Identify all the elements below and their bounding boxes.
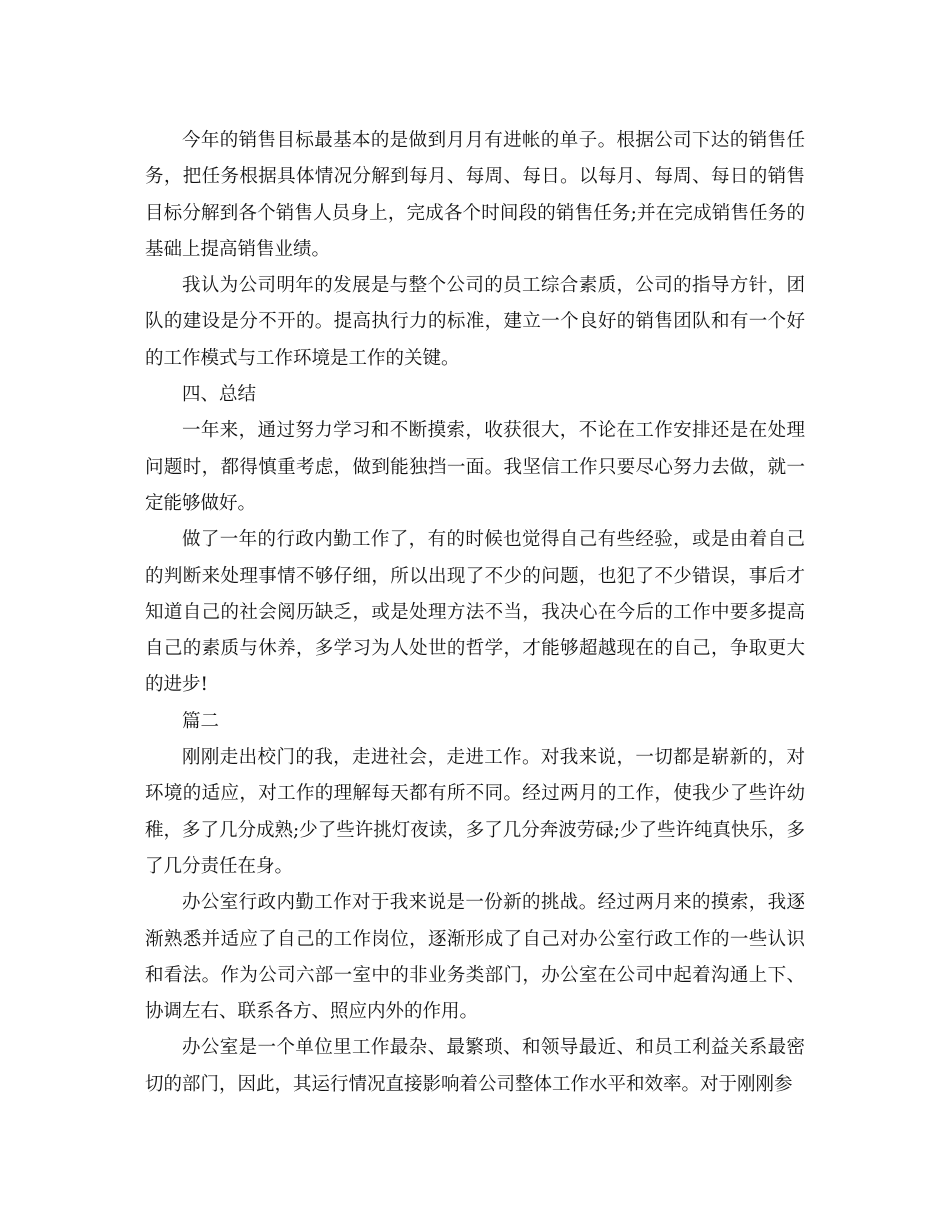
paragraph-sales-target: 今年的销售目标最基本的是做到月月有进帐的单子。根据公司下达的销售任务，把任务根据具体情况分解到每月、每周、每日。以每月、每周、每日的销售目标分解到各个销售人员身上，完成各个时间段的销售任务;并在完成销售任务的基础上提高销售业绩。 — [145, 130, 805, 260]
paragraph-self-reflection: 做了一年的行政内勤工作了，有的时候也觉得自己有些经验，或是由着自己的判断来处理事情不够仔细，所以出现了不少的问题，也犯了不少错误，事后才知道自己的社会阅历缺乏，或是处理方法不当，我决心在今后的工作中要多提高自己的素质与休养，多学习为人处世的哲学，才能够超越现在的自己，争取更大的进步! — [145, 529, 805, 696]
paragraph-year-review: 一年来，通过努力学习和不断摸索，收获很大，不论在工作安排还是在处理问题时，都得慎重考虑，做到能独挡一面。我坚信工作只要尽心努力去做，就一定能够做好。 — [145, 420, 805, 514]
paragraph-company-development: 我认为公司明年的发展是与整个公司的员工综合素质，公司的指导方针，团队的建设是分不开的。提高执行力的标准，建立一个良好的销售团队和有一个好的工作模式与工作环境是工作的关键。 — [145, 275, 805, 369]
paragraph-new-graduate: 刚刚走出校门的我，走进社会，走进工作。对我来说，一切都是崭新的，对环境的适应，对工作的理解每天都有所不同。经过两月的工作，使我少了些许幼稚，多了几分成熟;少了些许挑灯夜读，多了几分奔波劳碌;少了些许纯真快乐，多了几分责任在身。 — [145, 747, 805, 877]
document-body — [145, 123, 805, 1103]
paragraph-admin-challenge: 办公室行政内勤工作对于我来说是一份新的挑战。经过两月来的摸索，我逐渐熟悉并适应了自己的工作岗位，逐渐形成了自己对办公室行政工作的一些认识和看法。作为公司六部一室中的非业务类部门，办公室在公司中起着沟通上下、协调左右、联系各方、照应内外的作用。 — [145, 892, 805, 1023]
section-heading-part-two: 篇二 — [182, 710, 220, 732]
paragraph-office-role: 办公室是一个单位里工作最杂、最繁琐、和领导最近、和员工利益关系最密切的部门，因此，其运行情况直接影响着公司整体工作水平和效率。对于刚刚参 — [145, 1037, 805, 1095]
section-heading-summary: 四、总结 — [182, 384, 257, 406]
